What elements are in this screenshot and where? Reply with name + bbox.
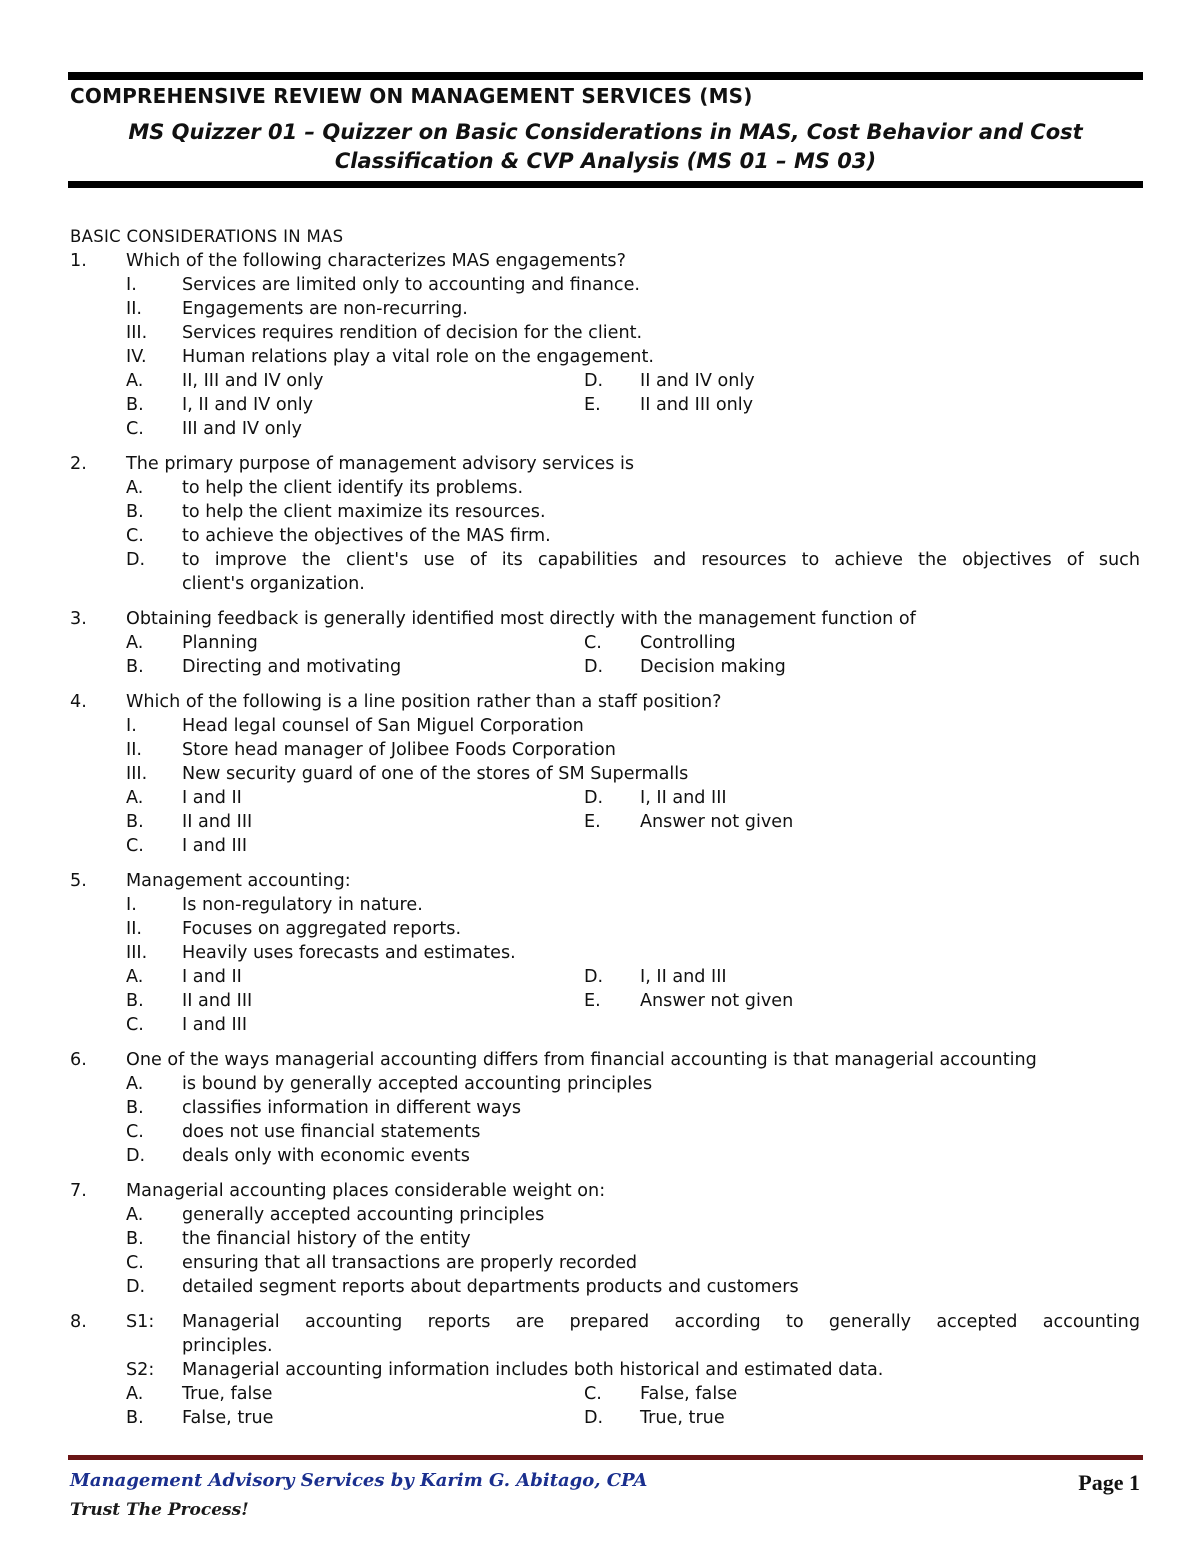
question-2 xyxy=(70,452,1140,596)
question-text: Management accounting: xyxy=(126,871,351,891)
choice-text: III and IV only xyxy=(182,419,302,439)
choice-label: D. xyxy=(584,371,604,391)
choice-text: Controlling xyxy=(640,633,736,653)
choice-text: Answer not given xyxy=(640,991,794,1011)
choice-label: C. xyxy=(584,1384,602,1404)
choice-label: B. xyxy=(126,395,144,415)
question-text: One of the ways managerial accounting differs from financial accounting is that managerial accounting xyxy=(126,1050,1037,1070)
statement-text: Services requires rendition of decision for the client. xyxy=(182,323,643,343)
statement-label: IV. xyxy=(126,347,147,367)
choice-label: D. xyxy=(126,1146,146,1166)
choice-label: B. xyxy=(126,657,144,677)
statement-text-continued: principles. xyxy=(182,1336,273,1356)
statement-text: Heavily uses forecasts and estimates. xyxy=(182,943,516,963)
question-text: Which of the following is a line position rather than a staff position? xyxy=(126,692,722,712)
question-text: Managerial accounting places considerable weight on: xyxy=(126,1181,606,1201)
choice-label: C. xyxy=(126,526,144,546)
choice-label: C. xyxy=(126,1122,144,1142)
choice-text: to improve the client's use of its capabilities and resources to achieve the objectives of such xyxy=(182,550,1140,570)
choice-text-continued: client's organization. xyxy=(182,574,365,594)
page-number: Page 1 xyxy=(1078,1470,1140,1495)
choice-label: A. xyxy=(126,967,144,987)
statement-label: II. xyxy=(126,299,142,319)
statement-text: Human relations play a vital role on the engagement. xyxy=(182,347,654,367)
choice-text: is bound by generally accepted accounting principles xyxy=(182,1074,653,1094)
choice-text: False, true xyxy=(182,1408,274,1428)
statement-label: S1: xyxy=(126,1312,155,1332)
choice-text: II and III xyxy=(182,991,253,1011)
choice-text: I and II xyxy=(182,788,242,808)
question-text: Which of the following characterizes MAS engagements? xyxy=(126,251,626,271)
question-number: 8. xyxy=(70,1312,87,1332)
question-6 xyxy=(70,1048,1140,1168)
question-number: 2. xyxy=(70,454,87,474)
question-number: 5. xyxy=(70,871,87,891)
choice-label: D. xyxy=(126,550,146,570)
statement-text: Is non-regulatory in nature. xyxy=(182,895,423,915)
choice-text: deals only with economic events xyxy=(182,1146,470,1166)
choice-label: C. xyxy=(126,419,144,439)
question-number: 7. xyxy=(70,1181,87,1201)
choice-label: E. xyxy=(584,395,601,415)
choice-label: A. xyxy=(126,371,144,391)
choice-label: E. xyxy=(584,991,601,1011)
choice-label: B. xyxy=(126,812,144,832)
choice-label: A. xyxy=(126,1384,144,1404)
choice-label: C. xyxy=(126,1015,144,1035)
document-subtitle-line1: MS Quizzer 01 – Quizzer on Basic Considerations in MAS, Cost Behavior and Cost xyxy=(128,120,1083,144)
header-bottom-rule xyxy=(68,181,1143,188)
choice-label: D. xyxy=(584,1408,604,1428)
choice-text: Planning xyxy=(182,633,258,653)
choice-label: D. xyxy=(584,788,604,808)
choice-label: A. xyxy=(126,633,144,653)
question-number: 6. xyxy=(70,1050,87,1070)
choice-label: C. xyxy=(584,633,602,653)
choice-text: II and IV only xyxy=(640,371,755,391)
choice-label: C. xyxy=(126,1253,144,1273)
question-3 xyxy=(70,607,1140,679)
choice-text: ensuring that all transactions are properly recorded xyxy=(182,1253,638,1273)
choice-text: I and II xyxy=(182,967,242,987)
choice-label: A. xyxy=(126,788,144,808)
question-text: The primary purpose of management advisory services is xyxy=(126,454,635,474)
choice-text: I, II and III xyxy=(640,788,727,808)
choice-label: A. xyxy=(126,1205,144,1225)
choice-text: II, III and IV only xyxy=(182,371,324,391)
footer-tagline: Trust The Process! xyxy=(70,1500,249,1520)
choice-text: False, false xyxy=(640,1384,738,1404)
statement-text: Focuses on aggregated reports. xyxy=(182,919,462,939)
footer-rule xyxy=(68,1455,1143,1460)
choice-label: B. xyxy=(126,991,144,1011)
choice-text: True, false xyxy=(182,1384,273,1404)
quiz-content xyxy=(70,225,1140,1441)
question-text: Obtaining feedback is generally identified most directly with the management function of xyxy=(126,609,916,629)
choice-text: detailed segment reports about departments products and customers xyxy=(182,1277,799,1297)
choice-text: II and III xyxy=(182,812,253,832)
choice-label: D. xyxy=(584,967,604,987)
statement-text: Managerial accounting reports are prepared according to generally accepted accounting xyxy=(182,1312,1140,1332)
choice-label: A. xyxy=(126,478,144,498)
statement-text: New security guard of one of the stores of SM Supermalls xyxy=(182,764,689,784)
statement-text: Managerial accounting information includes both historical and estimated data. xyxy=(182,1360,884,1380)
top-rule xyxy=(68,72,1143,80)
choice-text: to help the client identify its problems. xyxy=(182,478,524,498)
choice-text: generally accepted accounting principles xyxy=(182,1205,545,1225)
choice-label: C. xyxy=(126,836,144,856)
choice-text: Decision making xyxy=(640,657,786,677)
choice-label: E. xyxy=(584,812,601,832)
question-1 xyxy=(70,249,1140,441)
question-number: 1. xyxy=(70,251,87,271)
statement-label: III. xyxy=(126,764,148,784)
choice-text: I and III xyxy=(182,1015,248,1035)
statement-text: Engagements are non-recurring. xyxy=(182,299,468,319)
statement-label: II. xyxy=(126,919,142,939)
statement-label: II. xyxy=(126,740,142,760)
statement-label: I. xyxy=(126,895,137,915)
document-subtitle-line2: Classification & CVP Analysis (MS 01 – MS 03) xyxy=(334,149,877,173)
statement-text: Store head manager of Jolibee Foods Corporation xyxy=(182,740,616,760)
choice-label: D. xyxy=(584,657,604,677)
question-8 xyxy=(70,1310,1140,1430)
choice-label: B. xyxy=(126,502,144,522)
choice-label: B. xyxy=(126,1229,144,1249)
choice-label: B. xyxy=(126,1098,144,1118)
statement-label: III. xyxy=(126,323,148,343)
choice-text: Answer not given xyxy=(640,812,794,832)
question-4 xyxy=(70,690,1140,858)
choice-label: B. xyxy=(126,1408,144,1428)
statement-text: Services are limited only to accounting and finance. xyxy=(182,275,641,295)
statement-label: S2: xyxy=(126,1360,155,1380)
question-7 xyxy=(70,1179,1140,1299)
section-title: BASIC CONSIDERATIONS IN MAS xyxy=(70,227,344,246)
choice-text: to achieve the objectives of the MAS firm. xyxy=(182,526,551,546)
statement-label: III. xyxy=(126,943,148,963)
choice-text: to help the client maximize its resources. xyxy=(182,502,546,522)
question-number: 4. xyxy=(70,692,87,712)
choice-text: classifies information in different ways xyxy=(182,1098,522,1118)
document-title: COMPREHENSIVE REVIEW ON MANAGEMENT SERVICES (MS) xyxy=(70,84,753,108)
statement-text: Head legal counsel of San Miguel Corporation xyxy=(182,716,584,736)
choice-label: D. xyxy=(126,1277,146,1297)
choice-text: True, true xyxy=(640,1408,725,1428)
footer-author: Management Advisory Services by Karim G. Abitago, CPA xyxy=(70,1470,648,1491)
question-5 xyxy=(70,869,1140,1037)
choice-text: does not use financial statements xyxy=(182,1122,481,1142)
choice-text: the financial history of the entity xyxy=(182,1229,471,1249)
choice-text: Directing and motivating xyxy=(182,657,402,677)
choice-text: I, II and III xyxy=(640,967,727,987)
choice-text: I, II and IV only xyxy=(182,395,314,415)
statement-label: I. xyxy=(126,716,137,736)
choice-label: A. xyxy=(126,1074,144,1094)
choice-text: I and III xyxy=(182,836,248,856)
choice-text: II and III only xyxy=(640,395,754,415)
statement-label: I. xyxy=(126,275,137,295)
question-number: 3. xyxy=(70,609,87,629)
